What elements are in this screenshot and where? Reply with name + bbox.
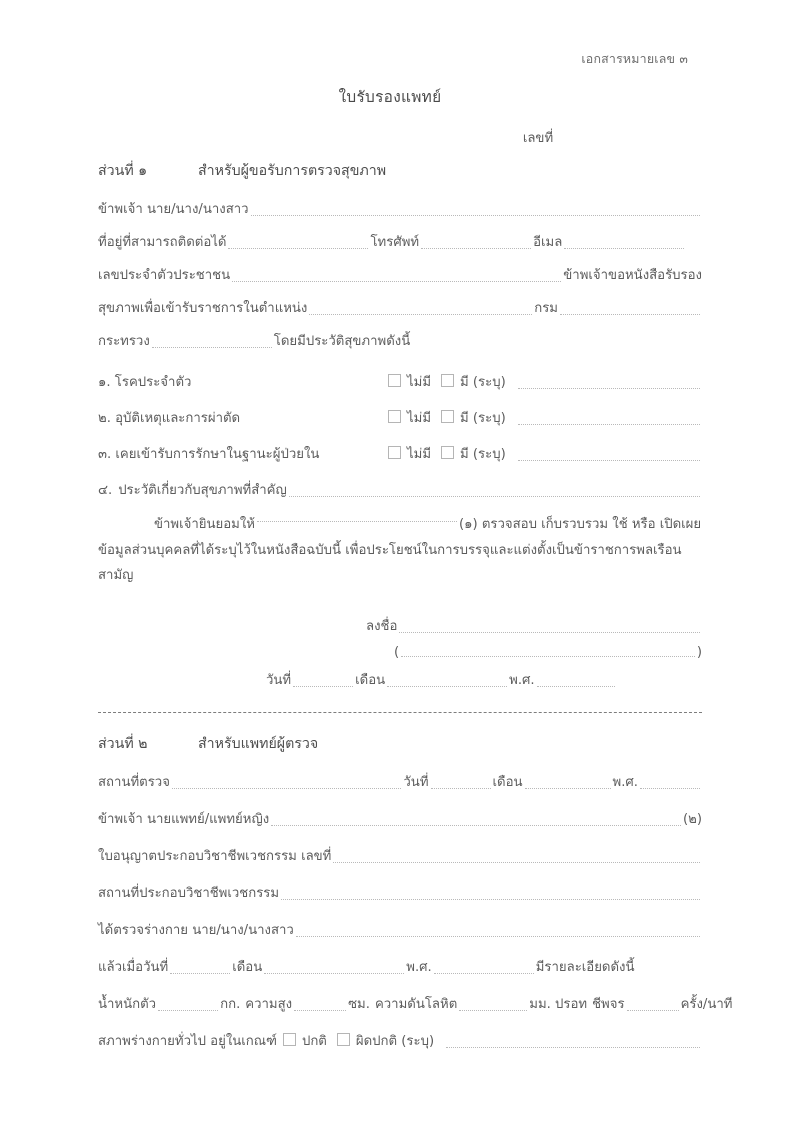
section-1-title: สำหรับผู้ขอรับการตรวจสุขภาพ [198,163,387,179]
health-item-row [98,407,702,428]
health-item-label [98,407,388,428]
paren-close: ) [696,645,702,661]
option-yes-label: มี (ระบุ) [460,447,506,462]
significant-history-label: ประวัติเกี่ยวกับสุขภาพที่สำคัญ [118,483,287,498]
health-item-number: ๑. [98,375,111,390]
checkbox-icon[interactable] [441,374,454,387]
request-certificate-text: ข้าพเจ้าขอหนังสือรับรอง [563,268,702,283]
exam-date-input[interactable] [431,788,491,789]
exam-place-row [98,771,702,792]
health-item-label [98,371,388,392]
health-item-number: ๓. [98,447,112,462]
general-condition-label: สภาพร่างกายทั่วไป อยู่ในเกณฑ์ [98,1034,277,1050]
significant-history-input[interactable] [289,496,700,497]
examination-year-input[interactable] [434,973,534,974]
applicant-printed-name-row [366,645,702,660]
health-item-option-no[interactable] [388,407,431,428]
pulse-label: ชีพจร [592,997,625,1013]
applicant-date-label: วันที่ [266,673,292,689]
health-item-specify-input[interactable] [518,460,700,461]
consent-authority-input[interactable] [257,521,457,522]
checkbox-icon[interactable] [388,446,401,459]
option-no-label: ไม่มี [407,375,432,390]
doctor-name-row [98,808,702,829]
department-input[interactable] [560,314,700,315]
department-label: กรม [534,301,558,316]
section-1-heading [98,160,702,182]
applicant-sign-label: ลงชื่อ [366,619,398,635]
checkbox-icon[interactable] [388,374,401,387]
checkbox-icon[interactable] [337,1033,350,1046]
page-title-text: ใบรับรองแพทย์ [338,88,442,106]
blood-pressure-unit: มม. ปรอท [529,997,588,1013]
health-item-option-yes[interactable] [441,371,506,392]
health-item-row [98,371,702,392]
health-item-option-yes[interactable] [441,443,506,464]
health-item-number: ๒. [98,411,111,426]
significant-history-row [98,479,702,500]
pulse-input[interactable] [627,1010,679,1011]
general-condition-option-normal[interactable] [283,1030,327,1051]
applicant-month-label: เดือน [355,673,386,689]
position-label: สุขภาพเพื่อเข้ารับราชการในตำแหน่ง [98,301,308,316]
consent-rest: เปิดเผยข้อมูลส่วนบุคคลที่ได้ระบุไว้ในหนังสือฉบับนี้ เพื่อประโยชน์ในการบรรจุและแต่งตั้งเป็นข้าราชการพลเรือนสามัญ [98,517,702,584]
applicant-signature-block [98,615,702,690]
height-unit: ซม. [348,997,370,1013]
doctor-name-label: ข้าพเจ้า นายแพทย์/แพทย์หญิง [98,812,270,828]
health-item-text: เคยเข้ารับการรักษาในฐานะผู้ป่วยใน [115,447,320,462]
examination-month-input[interactable] [264,973,404,974]
page-title [0,84,800,109]
option-yes-label: มี (ระบุ) [460,375,506,390]
practice-place-label: สถานที่ประกอบวิชาชีพเวชกรรม [98,886,280,902]
examination-day-input[interactable] [170,973,230,974]
applicant-date-row [266,669,702,690]
exam-place-label: สถานที่ตรวจ [98,775,170,791]
health-item-label [98,443,388,464]
examination-date-row [98,956,702,977]
applicant-year-input[interactable] [537,686,615,687]
section-1 [98,160,702,690]
examination-month-label: เดือน [232,960,263,976]
address-row [98,231,702,252]
applicant-sign-row [366,615,702,636]
health-item-text: โรคประจำตัว [114,375,192,390]
general-condition-specify-input[interactable] [446,1047,700,1048]
health-history-intro: โดยมีประวัติสุขภาพดังนี้ [273,334,411,349]
address-label: ที่อยู่ที่สามารถติดต่อได้ [98,235,227,250]
practice-place-input[interactable] [281,899,700,900]
document-reference: เอกสารหมายเลข ๓ [581,51,688,66]
ministry-label: กระทรวง [98,334,150,349]
patient-name-label: ได้ตรวจร่างกาย นาย/นาง/นางสาว [98,923,294,939]
checkbox-icon[interactable] [441,410,454,423]
certificate-number-row [0,127,800,148]
email-label: อีเมล [533,235,563,250]
exam-date-label: วันที่ [403,775,429,791]
phone-label: โทรศัพท์ [370,235,420,250]
exam-month-input[interactable] [525,788,611,789]
doctor-footnote-marker: (๒) [683,812,702,828]
exam-place-input[interactable] [172,788,401,789]
vitals-row [98,993,733,1014]
option-no-label: ไม่มี [407,411,432,426]
height-label: ความสูง [245,997,293,1013]
license-row [98,845,702,866]
consent-paragraph [98,512,702,589]
paren-open: ( [394,645,400,661]
applicant-name-input[interactable] [251,215,700,216]
patient-name-row [98,919,702,940]
examination-date-label: แล้วเมื่อวันที่ [98,960,169,976]
general-condition-option-abnormal[interactable] [337,1030,434,1051]
weight-label: น้ำหนักตัว [98,997,157,1013]
address-input[interactable] [228,248,368,249]
option-abnormal-label: ผิดปกติ (ระบุ) [355,1034,435,1050]
checkbox-icon[interactable] [441,446,454,459]
citizen-id-input[interactable] [232,281,561,282]
health-item-specify-input[interactable] [518,424,700,425]
certificate-number-label: เลขที่ [522,131,554,146]
exam-month-label: เดือน [492,775,523,791]
blood-pressure-label: ความดันโลหิต [374,997,458,1013]
email-input[interactable] [564,248,684,249]
section-2-title: สำหรับแพทย์ผู้ตรวจ [198,736,319,753]
pulse-unit: ครั้ง/นาที [680,997,733,1013]
health-item-row [98,443,702,464]
section-2-number: ส่วนที่ ๒ [98,736,148,753]
applicant-date-input[interactable] [293,686,353,687]
applicant-name-row [98,198,702,219]
citizen-id-label: เลขประจำตัวประชาชน [98,268,231,283]
health-item-option-no[interactable] [388,371,431,392]
applicant-year-label: พ.ศ. [509,673,535,689]
health-item-option-yes[interactable] [441,407,506,428]
option-normal-label: ปกติ [301,1034,327,1050]
significant-history-number: ๔. [98,483,113,498]
option-yes-label: มี (ระบุ) [460,411,506,426]
applicant-signature-input[interactable] [399,632,700,633]
consent-after-marker: ตรวจสอบ เก็บรวบรวม ใช้ หรือ [481,517,656,532]
ministry-row [98,330,702,351]
ministry-input[interactable] [152,347,272,348]
applicant-printed-name-input[interactable] [401,656,695,657]
consent-footnote-marker: (๑) [458,517,478,532]
checkbox-icon[interactable] [388,410,401,423]
doctor-name-input[interactable] [271,825,681,826]
height-input[interactable] [294,1010,346,1011]
examination-details-text: มีรายละเอียดดังนี้ [535,960,635,976]
blood-pressure-input[interactable] [459,1010,527,1011]
section-2-heading [98,733,702,755]
license-label: ใบอนุญาตประกอบวิชาชีพเวชกรรม เลขที่ [98,849,332,865]
citizen-id-row [98,264,702,285]
practice-place-row [98,882,702,903]
health-item-option-no[interactable] [388,443,431,464]
section-divider [98,712,702,713]
patient-name-input[interactable] [296,936,700,937]
phone-input[interactable] [421,248,531,249]
health-item-specify-input[interactable] [518,388,700,389]
option-no-label: ไม่มี [407,447,432,462]
weight-input[interactable] [158,1010,218,1011]
section-2 [98,733,733,1051]
form-content [98,160,733,1067]
position-input[interactable] [309,314,532,315]
position-row [98,297,702,318]
general-condition-row [98,1030,702,1051]
license-input[interactable] [333,862,700,863]
examination-year-label: พ.ศ. [406,960,432,976]
consent-lead: ข้าพเจ้ายินยอมให้ [154,517,255,532]
checkbox-icon[interactable] [283,1033,296,1046]
exam-year-input[interactable] [640,788,700,789]
exam-year-label: พ.ศ. [612,775,638,791]
applicant-name-label: ข้าพเจ้า นาย/นาง/นางสาว [98,202,249,217]
health-item-text: อุบัติเหตุและการผ่าตัด [115,411,241,426]
applicant-month-input[interactable] [387,686,507,687]
weight-unit: กก. [220,997,241,1013]
section-1-number: ส่วนที่ ๑ [98,163,148,179]
